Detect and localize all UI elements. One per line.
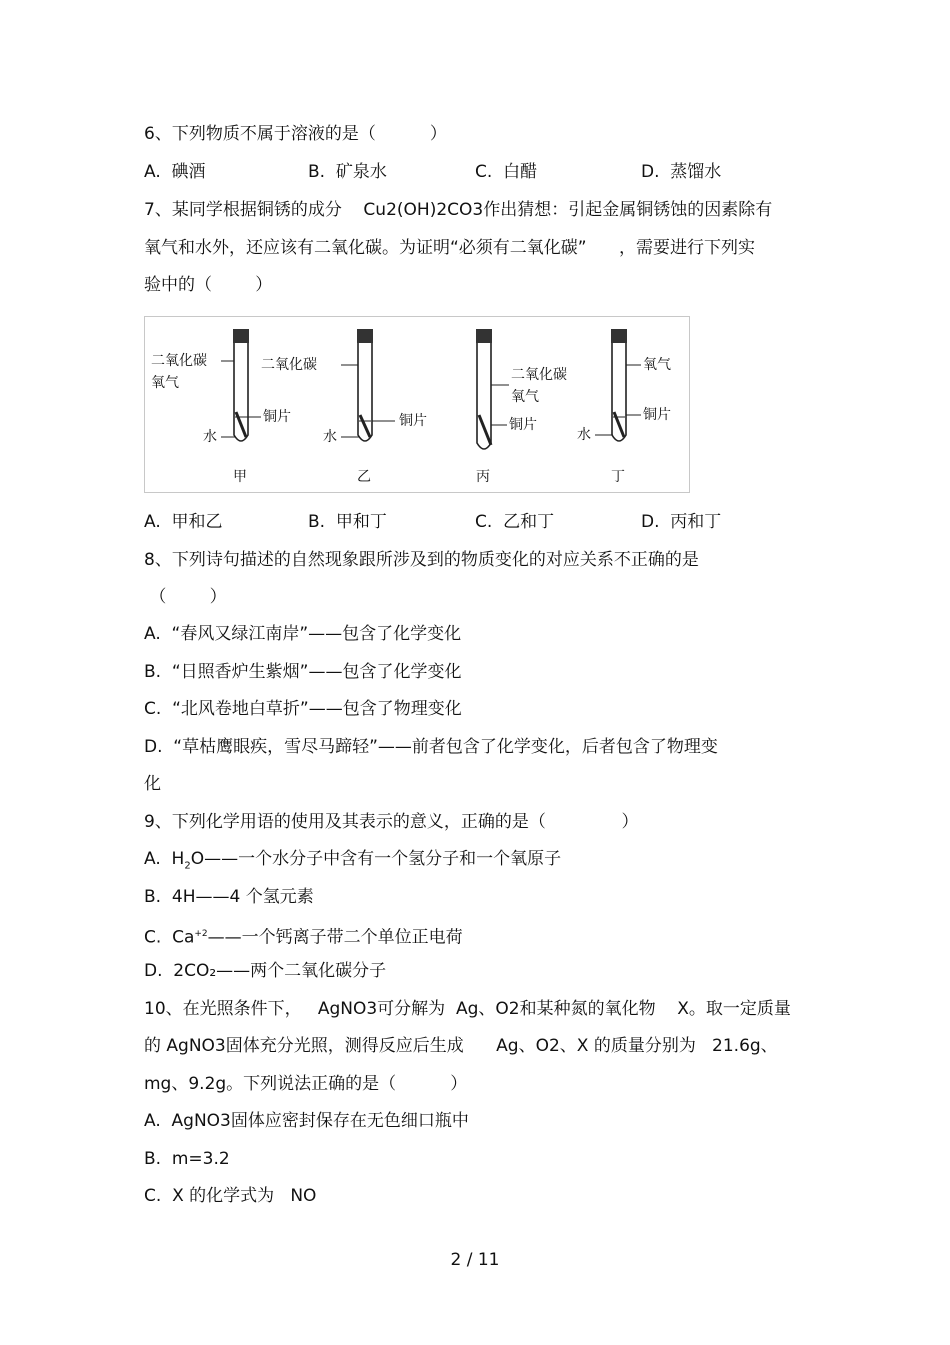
jia-gas-o2: 氧气 xyxy=(151,375,179,391)
tube-label-yi: 乙 xyxy=(357,469,371,485)
q8-option-d: D. “草枯鹰眼疾，雪尽马蹄轻”——前者包含了化学变化，后者包含了物理变 xyxy=(144,737,718,757)
q10-option-c: C. X 的化学式为 NO xyxy=(144,1186,317,1206)
bing-gas-co2: 二氧化碳 xyxy=(511,367,567,383)
tube-ding xyxy=(577,329,671,485)
bing-gas-o2: 氧气 xyxy=(511,389,539,405)
q9-option-b: B. 4H——4 个氢元素 xyxy=(144,887,314,907)
q7-option-b: B. 甲和丁 xyxy=(308,512,387,532)
q10-option-a: A. AgNO3固体应密封保存在无色细口瓶中 xyxy=(144,1111,469,1131)
ding-copper: 铜片 xyxy=(643,407,671,423)
q8-line-2: （ ） xyxy=(144,587,227,607)
q7-option-c: C. 乙和丁 xyxy=(475,512,555,532)
q7-line-2: 氧气和水外，还应该有二氧化碳。为证明“必须有二氧化碳” ，需要进行下列实 xyxy=(144,238,756,258)
bing-copper: 铜片 xyxy=(509,417,537,433)
q8-option-a: A. “春风又绿江南岸”——包含了化学变化 xyxy=(144,624,462,644)
q6-option-a: A. 碘酒 xyxy=(144,162,206,182)
q8-line-1: 8、下列诗句描述的自然现象跟所涉及到的物质变化的对应关系不正确的是 xyxy=(144,550,699,570)
q9-stem: 9、下列化学用语的使用及其表示的意义，正确的是（ ） xyxy=(144,812,639,832)
q6-option-d: D. 蒸馏水 xyxy=(641,162,722,182)
jia-water: 水 xyxy=(203,429,217,445)
q9-option-d: D. 2CO₂——两个二氧化碳分子 xyxy=(144,961,387,981)
q8-option-c: C. “北风卷地白草折”——包含了物理变化 xyxy=(144,699,462,719)
q10-line-1: 10、在光照条件下， AgNO3可分解为 Ag、O2和某种氮的氧化物 X。取一定质量 xyxy=(144,999,791,1019)
tube-yi xyxy=(261,329,427,485)
q7-line-1: 7、某同学根据铜锈的成分 Cu2(OH)2CO3作出猜想：引起金属铜锈蚀的因素除有 xyxy=(144,200,773,220)
jia-copper: 铜片 xyxy=(263,409,291,425)
q9-option-a: A. $H_2O——$一个水分子中含有一个氢分子和一个氧原子 xyxy=(144,849,562,872)
ding-water: 水 xyxy=(577,427,591,443)
ding-gas-o2: 氧气 xyxy=(643,357,671,373)
q6-stem: 6、下列物质不属于溶液的是（ ） xyxy=(144,124,447,144)
q7-option-d: D. 丙和丁 xyxy=(641,512,722,532)
tube-jia xyxy=(151,329,291,485)
yi-water: 水 xyxy=(323,429,337,445)
q8-option-b: B. “日照香炉生紫烟”——包含了化学变化 xyxy=(144,662,462,682)
q6-option-b: B. 矿泉水 xyxy=(308,162,387,182)
q10-line-3: mg、9.2g。下列说法正确的是（ ） xyxy=(144,1074,468,1094)
yi-copper: 铜片 xyxy=(399,413,427,429)
q10-line-2: 的 AgNO3固体充分光照，测得反应后生成 Ag、O2、X 的质量分别为 21.6g、 xyxy=(144,1036,778,1056)
test-tube-figure xyxy=(144,316,690,493)
q7-option-a: A. 甲和乙 xyxy=(144,512,223,532)
yi-gas-co2: 二氧化碳 xyxy=(261,357,317,373)
q6-option-c: C. 白醋 xyxy=(475,162,538,182)
q10-option-b: B. m=3.2 xyxy=(144,1149,230,1169)
tube-label-ding: 丁 xyxy=(611,469,625,485)
page-number: 2 / 11 xyxy=(450,1250,500,1270)
tube-label-jia: 甲 xyxy=(233,469,247,485)
tube-bing xyxy=(476,329,567,485)
q7-line-3: 验中的（ ） xyxy=(144,275,273,295)
q9-option-c: C. $Ca^{+2}——$一个钙离子带二个单位正电荷 xyxy=(144,927,463,948)
tube-label-bing: 丙 xyxy=(476,469,490,485)
q8-option-d-cont: 化 xyxy=(144,774,161,794)
jia-gas-co2: 二氧化碳 xyxy=(151,353,207,369)
